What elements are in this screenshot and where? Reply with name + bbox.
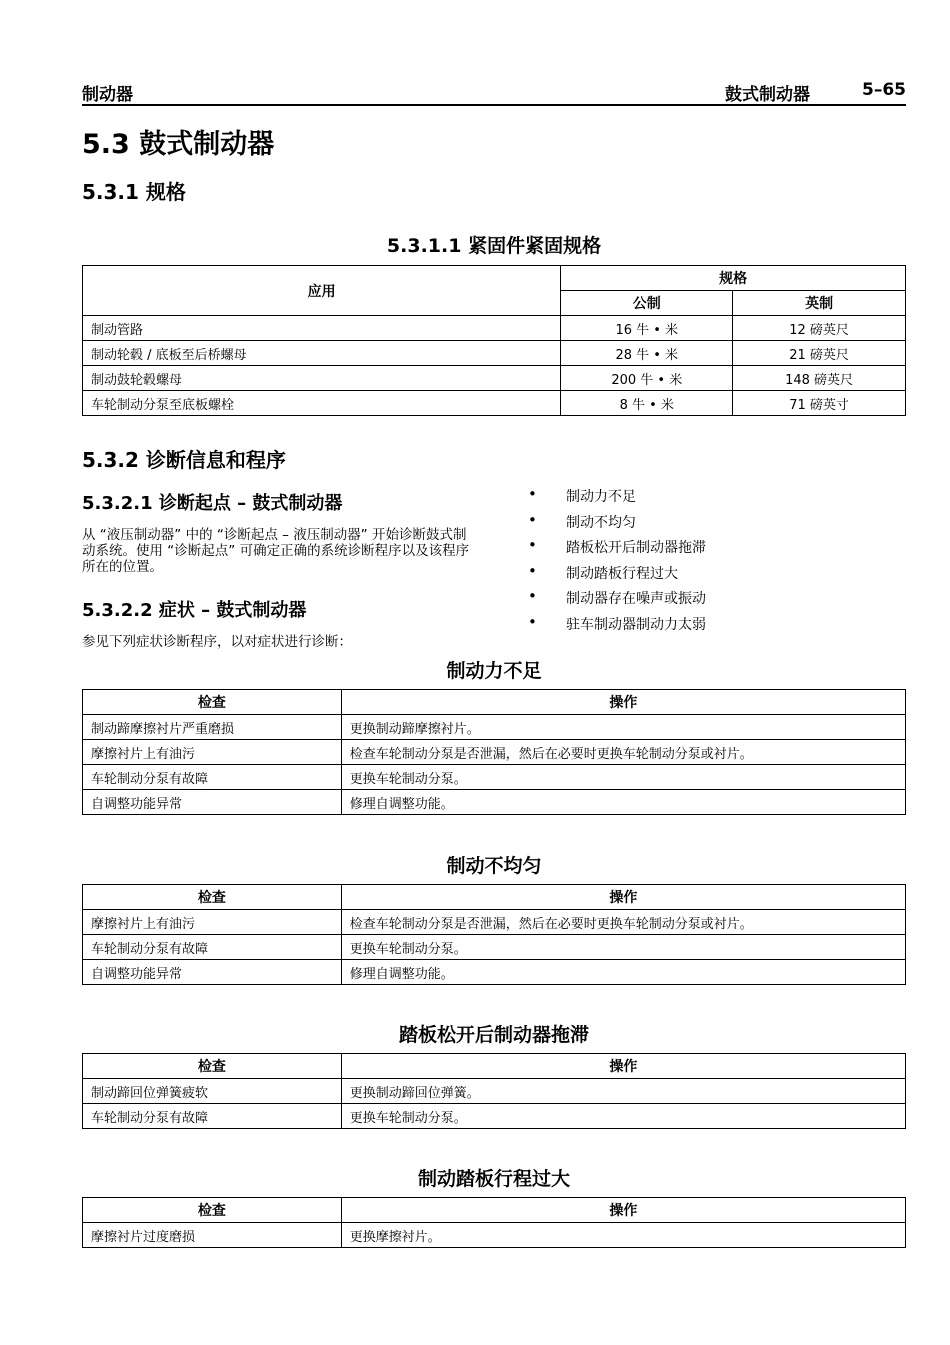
cell-action: 更换制动蹄回位弹簧。 <box>341 1079 905 1104</box>
list-item: • 制动器存在噪声或振动 <box>528 588 706 614</box>
col-action: 操作 <box>341 1054 905 1079</box>
cell-check: 制动蹄回位弹簧疲软 <box>83 1079 342 1104</box>
cell-check: 车轮制动分泵有故障 <box>83 1104 342 1129</box>
diag-heading: 5.3.2 诊断信息和程序 <box>82 448 286 472</box>
table-caption: 踏板松开后制动器拖滞 <box>398 1024 589 1046</box>
cell-check: 自调整功能异常 <box>83 790 342 815</box>
start-heading: 5.3.2.1 诊断起点 – 鼓式制动器 <box>82 493 343 514</box>
cell-action: 修理自调整功能。 <box>341 790 905 815</box>
col-check: 检查 <box>83 1054 342 1079</box>
diagnosis-table <box>82 884 906 985</box>
col-action: 操作 <box>341 885 905 910</box>
cell-check: 制动蹄摩擦衬片严重磨损 <box>83 715 342 740</box>
specs-heading: 5.3.1 规格 <box>82 180 186 204</box>
cell-english: 21 磅英尺 <box>733 341 906 366</box>
table-row <box>83 1079 906 1104</box>
list-item: • 驻车制动器制动力太弱 <box>528 614 706 640</box>
page-header <box>82 78 906 106</box>
list-item: • 制动不均匀 <box>528 512 706 538</box>
cell-check: 自调整功能异常 <box>83 960 342 985</box>
symptom-heading: 5.3.2.2 症状 – 鼓式制动器 <box>82 600 307 621</box>
table-row <box>83 366 906 391</box>
list-item: • 制动踏板行程过大 <box>528 563 706 589</box>
table-caption: 制动踏板行程过大 <box>417 1168 570 1190</box>
cell-action: 更换车轮制动分泵。 <box>341 765 905 790</box>
cell-action: 更换车轮制动分泵。 <box>341 935 905 960</box>
table-row <box>83 790 906 815</box>
col-spec: 规格 <box>561 266 906 291</box>
table-row <box>83 960 906 985</box>
cell-metric: 28 牛 • 米 <box>561 341 733 366</box>
table-row <box>83 341 906 366</box>
table-caption: 制动力不足 <box>446 660 542 682</box>
table-row <box>83 1223 906 1248</box>
symptom-text: 参见下列症状诊断程序，以对症状进行诊断： <box>82 634 352 650</box>
cell-action: 更换制动蹄摩擦衬片。 <box>341 715 905 740</box>
table-row <box>83 740 906 765</box>
cell-action: 更换摩擦衬片。 <box>341 1223 905 1248</box>
page-title: 5.3 鼓式制动器 <box>82 129 275 160</box>
col-english: 英制 <box>733 291 906 316</box>
diagnosis-table <box>82 1197 906 1248</box>
table-row <box>83 391 906 416</box>
page-number: 5–65 <box>862 80 906 100</box>
cell-action: 检查车轮制动分泵是否泄漏，然后在必要时更换车轮制动分泵或衬片。 <box>341 910 905 935</box>
cell-action: 修理自调整功能。 <box>341 960 905 985</box>
table-row <box>83 765 906 790</box>
cell-application: 制动管路 <box>83 316 561 341</box>
cell-application: 制动轮毂 / 底板至后桥螺母 <box>83 341 561 366</box>
cell-metric: 16 牛 • 米 <box>561 316 733 341</box>
diagnosis-table <box>82 1053 906 1129</box>
cell-english: 12 磅英尺 <box>733 316 906 341</box>
cell-check: 车轮制动分泵有故障 <box>83 765 342 790</box>
header-section: 鼓式制动器 <box>725 85 810 105</box>
table-row <box>83 935 906 960</box>
table-caption: 制动不均匀 <box>446 855 542 877</box>
list-item: • 踏板松开后制动器拖滞 <box>528 537 706 563</box>
table-row <box>83 910 906 935</box>
table-row <box>83 715 906 740</box>
col-action: 操作 <box>341 1198 905 1223</box>
col-check: 检查 <box>83 1198 342 1223</box>
header-chapter: 制动器 <box>82 85 133 105</box>
cell-application: 车轮制动分泵至底板螺栓 <box>83 391 561 416</box>
cell-check: 摩擦衬片上有油污 <box>83 740 342 765</box>
cell-application: 制动鼓轮毂螺母 <box>83 366 561 391</box>
cell-action: 检查车轮制动分泵是否泄漏，然后在必要时更换车轮制动分泵或衬片。 <box>341 740 905 765</box>
col-metric: 公制 <box>561 291 733 316</box>
col-application: 应用 <box>83 266 561 316</box>
fastener-caption: 5.3.1.1 紧固件紧固规格 <box>386 235 602 257</box>
col-check: 检查 <box>83 885 342 910</box>
cell-action: 更换车轮制动分泵。 <box>341 1104 905 1129</box>
table-row <box>83 1104 906 1129</box>
list-item: • 制动力不足 <box>528 486 706 512</box>
start-text: 从 “液压制动器” 中的 “诊断起点 – 液压制动器” 开始诊断鼓式制动系统。使用 “诊断起点” 可确定正确的系统诊断程序以及该程序所在的位置。 <box>82 527 470 575</box>
table-row <box>83 316 906 341</box>
cell-english: 71 磅英寸 <box>733 391 906 416</box>
cell-metric: 200 牛 • 米 <box>561 366 733 391</box>
cell-check: 摩擦衬片过度磨损 <box>83 1223 342 1248</box>
col-action: 操作 <box>341 690 905 715</box>
cell-check: 车轮制动分泵有故障 <box>83 935 342 960</box>
fastener-spec-table <box>82 265 906 416</box>
cell-english: 148 磅英尺 <box>733 366 906 391</box>
diagnosis-table <box>82 689 906 815</box>
cell-check: 摩擦衬片上有油污 <box>83 910 342 935</box>
col-check: 检查 <box>83 690 342 715</box>
cell-metric: 8 牛 • 米 <box>561 391 733 416</box>
symptom-list <box>528 486 706 640</box>
